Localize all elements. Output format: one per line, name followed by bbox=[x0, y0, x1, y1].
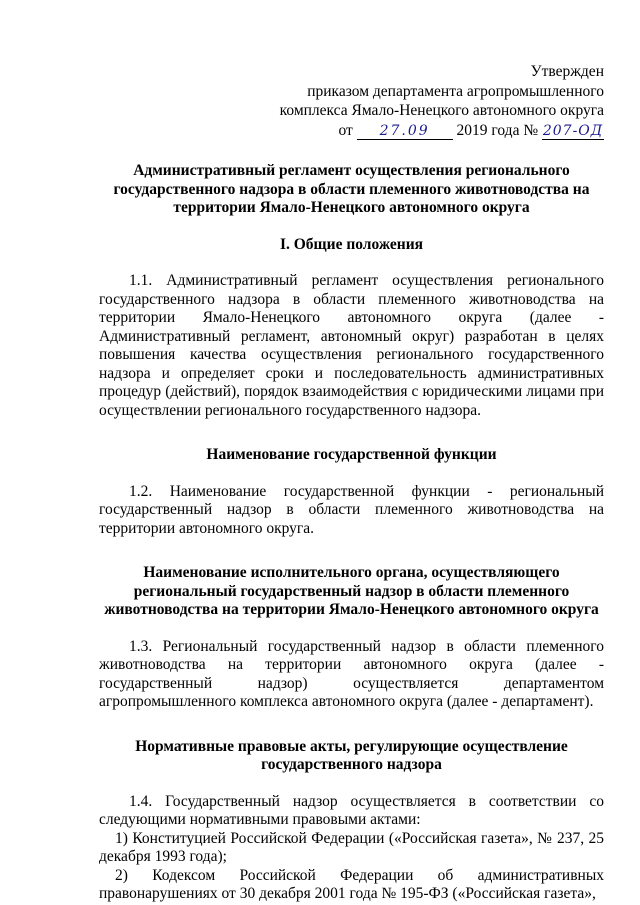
approval-stamp-block bbox=[280, 62, 604, 140]
document-body bbox=[99, 162, 604, 904]
heading-legal-acts: Нормативные правовые акты, регулирующие осуществление государственного надзора bbox=[135, 737, 568, 773]
approval-department-line: комплекса Ямало-Ненецкого автономного округа bbox=[279, 102, 604, 119]
approval-date-line bbox=[280, 121, 604, 141]
handwritten-order-number: 207-ОД bbox=[542, 122, 604, 139]
year-text: 2019 года № bbox=[456, 121, 539, 139]
handwritten-date: 27.09 bbox=[357, 123, 453, 140]
list-item-constitution: 1) Конституцией Российской Федерации («Российская газета», № 237, 25 декабря 1993 года); bbox=[99, 829, 604, 865]
section-heading-general: I. Общие положения bbox=[279, 235, 424, 253]
paragraph-1-4: 1.4. Государственный надзор осуществляется в соответствии со следующими нормативными правовыми актами: bbox=[99, 792, 604, 828]
list-item-admin-code: 2) Кодексом Российской Федерации об административных правонарушениях от 30 декабря 2001 года № 195-ФЗ («Российская газета», bbox=[99, 866, 604, 902]
heading-function-name: Наименование государственной функции bbox=[206, 446, 497, 463]
date-prefix: от bbox=[338, 121, 353, 139]
paragraph-1-2: 1.2. Наименование государственной функции - региональный государственный надзор в области племенного животноводства на территории автономного округа. bbox=[99, 482, 604, 537]
paragraph-1-3: 1.3. Региональный государственный надзор в области племенного животноводства на территории автономного округа (далее - государственный надзор) осуществляется департаментом агропромышленного комплекса автономного округа (далее - департамент). bbox=[99, 637, 604, 710]
approval-order-line: приказом департамента агропромышленного bbox=[307, 82, 604, 100]
document-title: Административный регламент осуществления регионального государственного надзора в области племенного животноводства на территории Ямало-Ненецкого автономного округа bbox=[113, 162, 590, 216]
approval-heading: Утвержден bbox=[530, 63, 604, 80]
heading-executive-body: Наименование исполнительного органа, осуществляющего региональный государственный надзор в области племенного животноводства на территории Ямало-Ненецкого автономного округа bbox=[104, 564, 599, 618]
paragraph-1-1: 1.1. Административный регламент осуществления регионального государственного надзора в области племенного животноводства на территории Ямало-Ненецкого автономного округа (далее - Административный регламент, автономный округ) разработан в целях повышения качества осуществления регионального государственного надзора и определяет сроки и последовательность административных процедур (действий), порядок взаимодействия с юридическими лицами при осуществлении регионального государственного надзора. bbox=[99, 272, 604, 419]
